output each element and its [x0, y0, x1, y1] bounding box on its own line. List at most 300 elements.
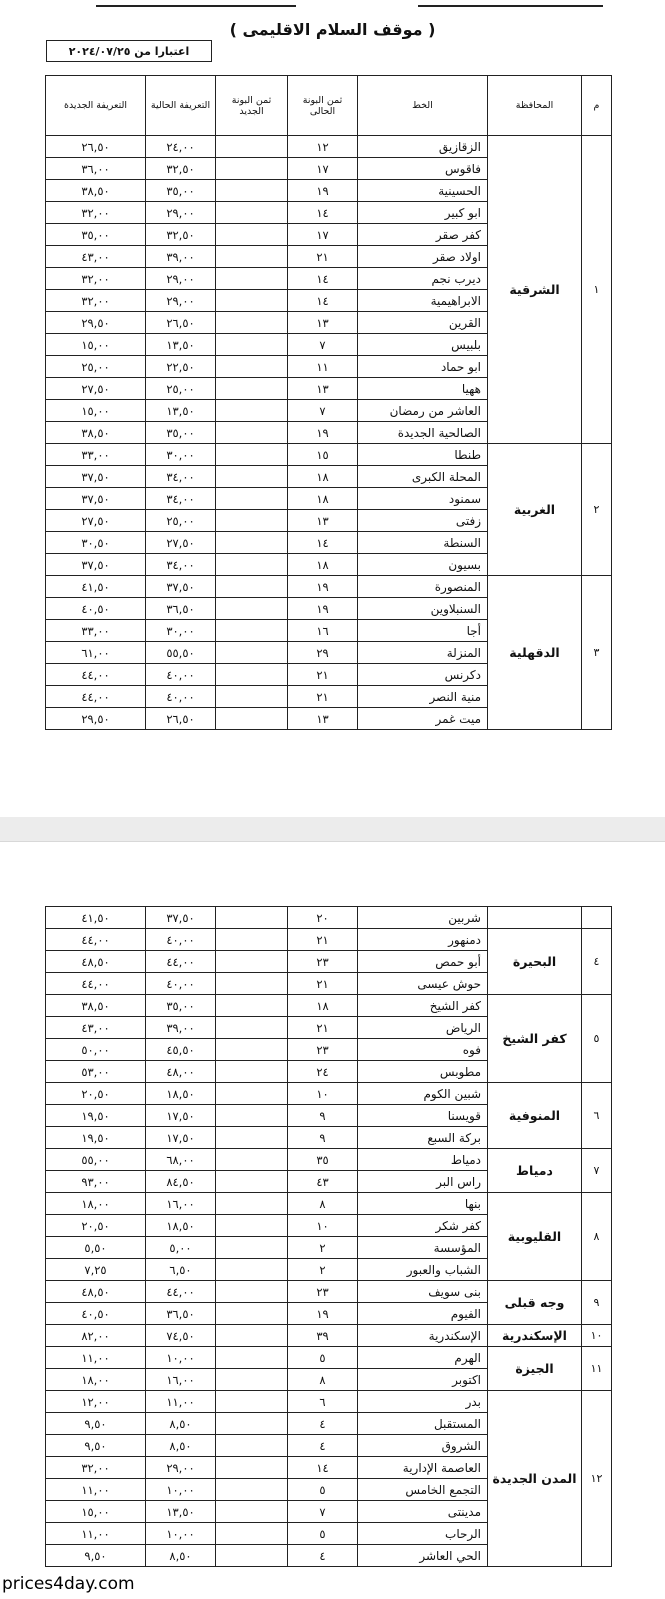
new-fare-cell: ٤٨,٥٠ — [46, 951, 146, 973]
fare-table-page-2 — [45, 906, 612, 1567]
table-row — [46, 1193, 612, 1215]
current-fare-cell: ١١,٠٠ — [146, 1391, 216, 1413]
current-fare-cell: ٤٨,٠٠ — [146, 1061, 216, 1083]
line-cell: السنطة — [358, 532, 488, 554]
page-separator-line — [0, 841, 665, 842]
new-fare-cell: ٤١,٥٠ — [46, 576, 146, 598]
line-cell: بنها — [358, 1193, 488, 1215]
current-voucher-cell: ٢ — [288, 1259, 358, 1281]
governorate-cell: الشرقية — [488, 136, 582, 444]
current-fare-cell: ١٧,٥٠ — [146, 1127, 216, 1149]
table-row — [46, 1083, 612, 1105]
new-voucher-cell — [216, 356, 288, 378]
current-fare-cell: ٨,٥٠ — [146, 1545, 216, 1567]
new-voucher-cell — [216, 1457, 288, 1479]
current-fare-cell: ١٦,٠٠ — [146, 1369, 216, 1391]
current-fare-cell: ٥٥,٥٠ — [146, 642, 216, 664]
new-voucher-cell — [216, 1039, 288, 1061]
table-body — [46, 907, 612, 1567]
current-fare-cell: ٤٤,٠٠ — [146, 1281, 216, 1303]
current-fare-cell: ١٠,٠٠ — [146, 1347, 216, 1369]
current-voucher-cell: ٥ — [288, 1479, 358, 1501]
current-voucher-cell: ١٤ — [288, 202, 358, 224]
new-fare-cell: ٤٨,٥٠ — [46, 1281, 146, 1303]
new-voucher-cell — [216, 1193, 288, 1215]
governorate-cell — [488, 907, 582, 929]
current-fare-cell: ٤٠,٠٠ — [146, 929, 216, 951]
row-index: ٣ — [582, 576, 612, 730]
current-fare-cell: ٨,٥٠ — [146, 1435, 216, 1457]
new-voucher-cell — [216, 334, 288, 356]
line-cell: الرياض — [358, 1017, 488, 1039]
table-row — [46, 1391, 612, 1413]
new-fare-cell: ٤١,٥٠ — [46, 907, 146, 929]
new-voucher-cell — [216, 1325, 288, 1347]
line-cell: العاشر من رمضان — [358, 400, 488, 422]
current-fare-cell: ٣٥,٠٠ — [146, 180, 216, 202]
current-fare-cell: ١٠,٠٠ — [146, 1523, 216, 1545]
new-voucher-cell — [216, 378, 288, 400]
new-voucher-cell — [216, 620, 288, 642]
current-voucher-cell: ١٤ — [288, 290, 358, 312]
line-cell: ابو حماد — [358, 356, 488, 378]
new-fare-cell: ٤٤,٠٠ — [46, 929, 146, 951]
current-fare-cell: ٣٤,٠٠ — [146, 554, 216, 576]
current-fare-cell: ٤٠,٠٠ — [146, 664, 216, 686]
row-index: ٦ — [582, 1083, 612, 1149]
col-header-current-fare: التعريفة الحالية — [146, 76, 216, 136]
line-cell: ديرب نجم — [358, 268, 488, 290]
current-voucher-cell: ٢١ — [288, 1017, 358, 1039]
current-fare-cell: ٤٠,٠٠ — [146, 686, 216, 708]
current-voucher-cell: ٧ — [288, 400, 358, 422]
new-fare-cell: ١٩,٥٠ — [46, 1127, 146, 1149]
current-fare-cell: ١٨,٥٠ — [146, 1083, 216, 1105]
new-fare-cell: ٢٧,٥٠ — [46, 510, 146, 532]
new-fare-cell: ٣٥,٠٠ — [46, 224, 146, 246]
row-index: ٢ — [582, 444, 612, 576]
new-voucher-cell — [216, 554, 288, 576]
new-voucher-cell — [216, 422, 288, 444]
row-index: ٩ — [582, 1281, 612, 1325]
new-voucher-cell — [216, 1435, 288, 1457]
governorate-cell: الغربية — [488, 444, 582, 576]
new-voucher-cell — [216, 532, 288, 554]
new-fare-cell: ٤٣,٠٠ — [46, 246, 146, 268]
line-cell: المنصورة — [358, 576, 488, 598]
table-body — [46, 136, 612, 730]
current-voucher-cell: ١٢ — [288, 136, 358, 158]
new-fare-cell: ٢٠,٥٠ — [46, 1215, 146, 1237]
new-voucher-cell — [216, 158, 288, 180]
row-index: ٧ — [582, 1149, 612, 1193]
line-cell: قويسنا — [358, 1105, 488, 1127]
line-cell: حوش عيسى — [358, 973, 488, 995]
current-fare-cell: ١٣,٥٠ — [146, 334, 216, 356]
new-voucher-cell — [216, 1303, 288, 1325]
new-voucher-cell — [216, 1017, 288, 1039]
governorate-cell: المنوفية — [488, 1083, 582, 1149]
new-fare-cell: ١١,٠٠ — [46, 1479, 146, 1501]
current-fare-cell: ٢٦,٥٠ — [146, 312, 216, 334]
row-index: ١١ — [582, 1347, 612, 1391]
new-fare-cell: ٣٢,٠٠ — [46, 1457, 146, 1479]
current-voucher-cell: ٨ — [288, 1193, 358, 1215]
current-voucher-cell: ٢١ — [288, 973, 358, 995]
line-cell: دكرنس — [358, 664, 488, 686]
line-cell: المستقبل — [358, 1413, 488, 1435]
new-fare-cell: ٣٧,٥٠ — [46, 466, 146, 488]
current-fare-cell: ٣٠,٠٠ — [146, 620, 216, 642]
current-voucher-cell: ٢١ — [288, 686, 358, 708]
current-voucher-cell: ١١ — [288, 356, 358, 378]
current-voucher-cell: ١٩ — [288, 180, 358, 202]
line-cell: كفر صقر — [358, 224, 488, 246]
current-fare-cell: ٦٨,٠٠ — [146, 1149, 216, 1171]
current-voucher-cell: ١٠ — [288, 1215, 358, 1237]
line-cell: بسيون — [358, 554, 488, 576]
line-cell: الصالحية الجديدة — [358, 422, 488, 444]
row-index — [582, 907, 612, 929]
current-fare-cell: ٣٩,٠٠ — [146, 1017, 216, 1039]
line-cell: المؤسسة — [358, 1237, 488, 1259]
new-fare-cell: ٢٥,٠٠ — [46, 356, 146, 378]
current-voucher-cell: ١٩ — [288, 576, 358, 598]
line-cell: الشروق — [358, 1435, 488, 1457]
new-voucher-cell — [216, 444, 288, 466]
new-voucher-cell — [216, 400, 288, 422]
new-fare-cell: ١٥,٠٠ — [46, 334, 146, 356]
current-fare-cell: ٢٥,٠٠ — [146, 510, 216, 532]
new-fare-cell: ٣٧,٥٠ — [46, 554, 146, 576]
col-header-line: الخط — [358, 76, 488, 136]
line-cell: شبين الكوم — [358, 1083, 488, 1105]
table-row — [46, 1281, 612, 1303]
governorate-cell: دمياط — [488, 1149, 582, 1193]
new-fare-cell: ١٢,٠٠ — [46, 1391, 146, 1413]
new-voucher-cell — [216, 1545, 288, 1567]
line-cell: العاصمة الإدارية — [358, 1457, 488, 1479]
new-voucher-cell — [216, 642, 288, 664]
new-fare-cell: ٧,٢٥ — [46, 1259, 146, 1281]
new-fare-cell: ٢٠,٥٠ — [46, 1083, 146, 1105]
current-voucher-cell: ٨ — [288, 1369, 358, 1391]
new-voucher-cell — [216, 1391, 288, 1413]
new-fare-cell: ٣٨,٥٠ — [46, 422, 146, 444]
new-fare-cell: ١٨,٠٠ — [46, 1193, 146, 1215]
new-voucher-cell — [216, 1347, 288, 1369]
new-voucher-cell — [216, 1259, 288, 1281]
new-voucher-cell — [216, 598, 288, 620]
current-voucher-cell: ١٧ — [288, 158, 358, 180]
new-voucher-cell — [216, 180, 288, 202]
line-cell: سمنود — [358, 488, 488, 510]
current-voucher-cell: ١٩ — [288, 1303, 358, 1325]
new-fare-cell: ٩,٥٠ — [46, 1545, 146, 1567]
new-fare-cell: ٩,٥٠ — [46, 1413, 146, 1435]
new-fare-cell: ٩,٥٠ — [46, 1435, 146, 1457]
new-fare-cell: ٩٣,٠٠ — [46, 1171, 146, 1193]
new-voucher-cell — [216, 466, 288, 488]
new-voucher-cell — [216, 1171, 288, 1193]
new-voucher-cell — [216, 1281, 288, 1303]
new-fare-cell: ٣٧,٥٠ — [46, 488, 146, 510]
current-voucher-cell: ٩ — [288, 1105, 358, 1127]
current-fare-cell: ٤٠,٠٠ — [146, 973, 216, 995]
current-voucher-cell: ٧ — [288, 1501, 358, 1523]
table-row — [46, 1325, 612, 1347]
new-voucher-cell — [216, 1413, 288, 1435]
page-title: ( موقف السلام الاقليمى ) — [229, 20, 436, 39]
table-row — [46, 444, 612, 466]
table-row — [46, 576, 612, 598]
current-fare-cell: ٣٧,٥٠ — [146, 576, 216, 598]
line-cell: اكتوبر — [358, 1369, 488, 1391]
current-fare-cell: ٢٩,٠٠ — [146, 1457, 216, 1479]
table-header-row — [46, 76, 612, 136]
new-fare-cell: ٣٦,٠٠ — [46, 158, 146, 180]
line-cell: الابراهيمية — [358, 290, 488, 312]
table-row — [46, 1149, 612, 1171]
current-fare-cell: ٢٩,٠٠ — [146, 268, 216, 290]
current-voucher-cell: ١٦ — [288, 620, 358, 642]
new-fare-cell: ٢٩,٥٠ — [46, 312, 146, 334]
current-voucher-cell: ١٤ — [288, 1457, 358, 1479]
current-voucher-cell: ٢٤ — [288, 1061, 358, 1083]
new-fare-cell: ٢٩,٥٠ — [46, 708, 146, 730]
new-voucher-cell — [216, 268, 288, 290]
new-voucher-cell — [216, 1369, 288, 1391]
line-cell: الحي العاشر — [358, 1545, 488, 1567]
line-cell: بدر — [358, 1391, 488, 1413]
new-fare-cell: ١٨,٠٠ — [46, 1369, 146, 1391]
new-voucher-cell — [216, 488, 288, 510]
line-cell: فاقوس — [358, 158, 488, 180]
col-header-idx: م — [582, 76, 612, 136]
current-fare-cell: ٢٤,٠٠ — [146, 136, 216, 158]
current-fare-cell: ٨٤,٥٠ — [146, 1171, 216, 1193]
new-voucher-cell — [216, 907, 288, 929]
current-fare-cell: ٢٩,٠٠ — [146, 290, 216, 312]
new-fare-cell: ٢٦,٥٠ — [46, 136, 146, 158]
new-voucher-cell — [216, 995, 288, 1017]
row-index: ٨ — [582, 1193, 612, 1281]
current-voucher-cell: ٤ — [288, 1545, 358, 1567]
new-voucher-cell — [216, 1479, 288, 1501]
new-voucher-cell — [216, 1501, 288, 1523]
new-fare-cell: ١٩,٥٠ — [46, 1105, 146, 1127]
row-index: ١٢ — [582, 1391, 612, 1567]
new-fare-cell: ٣٢,٠٠ — [46, 290, 146, 312]
row-index: ٤ — [582, 929, 612, 995]
new-fare-cell: ٦١,٠٠ — [46, 642, 146, 664]
current-voucher-cell: ١٠ — [288, 1083, 358, 1105]
fare-table-page-1 — [45, 75, 612, 730]
row-index: ٥ — [582, 995, 612, 1083]
new-voucher-cell — [216, 136, 288, 158]
current-voucher-cell: ١٣ — [288, 312, 358, 334]
governorate-cell: البحيرة — [488, 929, 582, 995]
line-cell: طنطا — [358, 444, 488, 466]
line-cell: الهرم — [358, 1347, 488, 1369]
new-fare-cell: ٥٣,٠٠ — [46, 1061, 146, 1083]
line-cell: ههيا — [358, 378, 488, 400]
new-fare-cell: ٥,٥٠ — [46, 1237, 146, 1259]
watermark: prices4day.com — [2, 1574, 135, 1594]
new-fare-cell: ٢٧,٥٠ — [46, 378, 146, 400]
line-cell: التجمع الخامس — [358, 1479, 488, 1501]
new-voucher-cell — [216, 1215, 288, 1237]
current-voucher-cell: ١٩ — [288, 422, 358, 444]
current-fare-cell: ٣٥,٠٠ — [146, 422, 216, 444]
current-voucher-cell: ١٨ — [288, 466, 358, 488]
new-voucher-cell — [216, 1149, 288, 1171]
page-separator — [0, 817, 665, 841]
current-voucher-cell: ٢٩ — [288, 642, 358, 664]
line-cell: مطوبس — [358, 1061, 488, 1083]
current-voucher-cell: ٢١ — [288, 664, 358, 686]
current-fare-cell: ٣٩,٠٠ — [146, 246, 216, 268]
current-fare-cell: ٤٥,٥٠ — [146, 1039, 216, 1061]
current-voucher-cell: ٩ — [288, 1127, 358, 1149]
line-cell: الفيوم — [358, 1303, 488, 1325]
governorate-cell: كفر الشيخ — [488, 995, 582, 1083]
current-voucher-cell: ١٤ — [288, 268, 358, 290]
line-cell: شربين — [358, 907, 488, 929]
current-voucher-cell: ٢٣ — [288, 1281, 358, 1303]
current-voucher-cell: ١٧ — [288, 224, 358, 246]
row-index: ١ — [582, 136, 612, 444]
current-fare-cell: ٤٤,٠٠ — [146, 951, 216, 973]
new-voucher-cell — [216, 246, 288, 268]
current-voucher-cell: ٦ — [288, 1391, 358, 1413]
current-voucher-cell: ٥ — [288, 1523, 358, 1545]
new-fare-cell: ٣٢,٠٠ — [46, 268, 146, 290]
new-voucher-cell — [216, 312, 288, 334]
col-header-new-fare: التعريفة الجديدة — [46, 76, 146, 136]
line-cell: الرحاب — [358, 1523, 488, 1545]
current-fare-cell: ٣٤,٠٠ — [146, 488, 216, 510]
current-voucher-cell: ١٣ — [288, 378, 358, 400]
col-header-governorate: المحافظة — [488, 76, 582, 136]
line-cell: الزقازيق — [358, 136, 488, 158]
current-fare-cell: ٣٧,٥٠ — [146, 907, 216, 929]
governorate-cell: وجه قبلى — [488, 1281, 582, 1325]
new-fare-cell: ٥٥,٠٠ — [46, 1149, 146, 1171]
line-cell: دمياط — [358, 1149, 488, 1171]
current-voucher-cell: ٥ — [288, 1347, 358, 1369]
new-fare-cell: ٤٠,٥٠ — [46, 1303, 146, 1325]
new-fare-cell: ١١,٠٠ — [46, 1347, 146, 1369]
line-cell: السنبلاوين — [358, 598, 488, 620]
current-fare-cell: ٣٠,٠٠ — [146, 444, 216, 466]
line-cell: المحلة الكبرى — [358, 466, 488, 488]
new-fare-cell: ٤٠,٥٠ — [46, 598, 146, 620]
current-voucher-cell: ١٥ — [288, 444, 358, 466]
current-voucher-cell: ٤ — [288, 1413, 358, 1435]
line-cell: الشباب والعبور — [358, 1259, 488, 1281]
current-fare-cell: ٣٦,٥٠ — [146, 1303, 216, 1325]
current-voucher-cell: ٧ — [288, 334, 358, 356]
line-cell: أبو حمص — [358, 951, 488, 973]
top-rule-right — [418, 5, 603, 7]
new-voucher-cell — [216, 576, 288, 598]
current-fare-cell: ٨,٥٠ — [146, 1413, 216, 1435]
governorate-cell: المدن الجديدة — [488, 1391, 582, 1567]
current-fare-cell: ١٣,٥٠ — [146, 1501, 216, 1523]
new-voucher-cell — [216, 1127, 288, 1149]
new-voucher-cell — [216, 1083, 288, 1105]
new-fare-cell: ٤٣,٠٠ — [46, 1017, 146, 1039]
new-fare-cell: ٣٣,٠٠ — [46, 620, 146, 642]
governorate-cell: القليوبية — [488, 1193, 582, 1281]
table-row — [46, 907, 612, 929]
new-fare-cell: ٣٢,٠٠ — [46, 202, 146, 224]
current-voucher-cell: ١٤ — [288, 532, 358, 554]
new-voucher-cell — [216, 1523, 288, 1545]
line-cell: كفر شكر — [358, 1215, 488, 1237]
current-fare-cell: ١٧,٥٠ — [146, 1105, 216, 1127]
current-voucher-cell: ٢١ — [288, 929, 358, 951]
governorate-cell: الجيزة — [488, 1347, 582, 1391]
new-fare-cell: ٣٨,٥٠ — [46, 180, 146, 202]
new-fare-cell: ٤٤,٠٠ — [46, 686, 146, 708]
current-fare-cell: ٥,٠٠ — [146, 1237, 216, 1259]
table-row — [46, 136, 612, 158]
new-voucher-cell — [216, 1061, 288, 1083]
line-cell: مدينتى — [358, 1501, 488, 1523]
line-cell: المنزلة — [358, 642, 488, 664]
line-cell: كفر الشيخ — [358, 995, 488, 1017]
current-voucher-cell: ٢ — [288, 1237, 358, 1259]
current-fare-cell: ٢٦,٥٠ — [146, 708, 216, 730]
current-voucher-cell: ١٨ — [288, 488, 358, 510]
line-cell: ابو كبير — [358, 202, 488, 224]
new-voucher-cell — [216, 708, 288, 730]
line-cell: راس البر — [358, 1171, 488, 1193]
current-voucher-cell: ٣٥ — [288, 1149, 358, 1171]
current-fare-cell: ٢٢,٥٠ — [146, 356, 216, 378]
current-fare-cell: ٣٦,٥٠ — [146, 598, 216, 620]
current-voucher-cell: ٢٠ — [288, 907, 358, 929]
new-voucher-cell — [216, 664, 288, 686]
new-voucher-cell — [216, 224, 288, 246]
line-cell: أجا — [358, 620, 488, 642]
current-voucher-cell: ٣٩ — [288, 1325, 358, 1347]
line-cell: اولاد صقر — [358, 246, 488, 268]
col-header-new-voucher: ثمن البونة الجديد — [216, 76, 288, 136]
current-voucher-cell: ١٨ — [288, 554, 358, 576]
new-voucher-cell — [216, 973, 288, 995]
new-voucher-cell — [216, 929, 288, 951]
current-fare-cell: ٣٢,٥٠ — [146, 158, 216, 180]
current-voucher-cell: ٤ — [288, 1435, 358, 1457]
current-fare-cell: ٣٤,٠٠ — [146, 466, 216, 488]
table-row — [46, 1347, 612, 1369]
new-fare-cell: ١١,٠٠ — [46, 1523, 146, 1545]
col-header-current-voucher: ثمن البونة الحالى — [288, 76, 358, 136]
line-cell: دمنهور — [358, 929, 488, 951]
table-row — [46, 995, 612, 1017]
current-fare-cell: ٦,٥٠ — [146, 1259, 216, 1281]
line-cell: ميت غمر — [358, 708, 488, 730]
line-cell: بركة السبع — [358, 1127, 488, 1149]
table-row — [46, 929, 612, 951]
current-voucher-cell: ٤٣ — [288, 1171, 358, 1193]
current-voucher-cell: ١٨ — [288, 995, 358, 1017]
line-cell: بنى سويف — [358, 1281, 488, 1303]
line-cell: منية النصر — [358, 686, 488, 708]
